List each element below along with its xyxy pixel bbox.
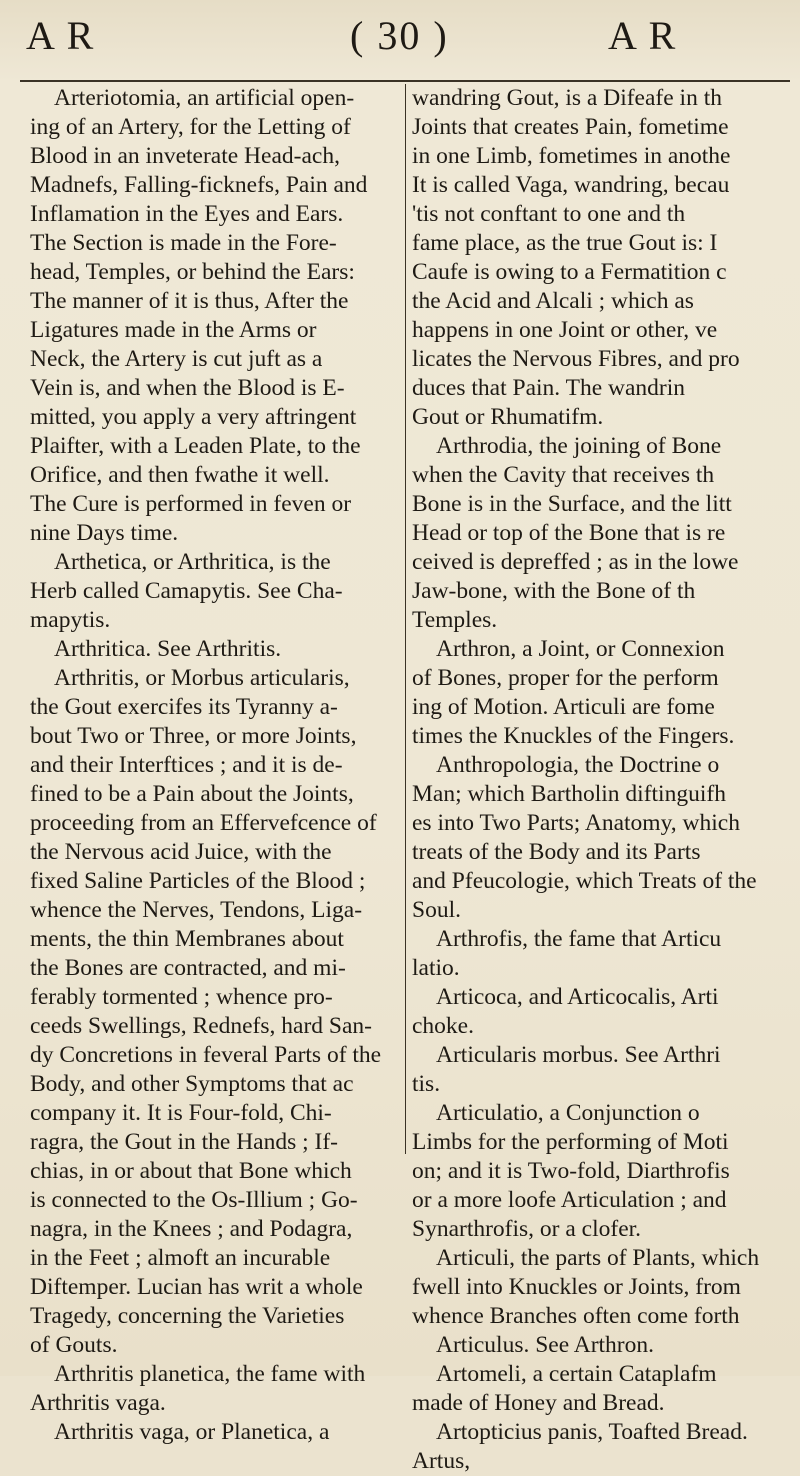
text-line: Arthetica, or Arthritica, is the — [54, 549, 331, 575]
text-line: Temples. — [412, 607, 498, 633]
text-line: whence Branches often come forth — [412, 1303, 740, 1329]
text-line: of Gouts. — [30, 1332, 118, 1358]
text-line: Gout or Rhumatifm. — [412, 404, 604, 430]
text-line: wandring Gout, is a Difeafe in th — [412, 85, 722, 111]
text-line: and their Interftices ; and it is de- — [30, 752, 343, 778]
text-line: Arthritis vaga. — [30, 1390, 166, 1416]
text-line: Herb called Camapytis. See Cha- — [30, 578, 343, 604]
text-line: Body, and other Symptoms that ac — [30, 1071, 354, 1097]
text-line: It is called Vaga, wandring, becau — [412, 172, 730, 198]
text-line: licates the Nervous Fibres, and pro — [412, 346, 740, 372]
text-line: Artus, — [412, 1448, 471, 1474]
text-line: ing of Motion. Articuli are fome — [412, 694, 715, 720]
text-line: The manner of it is thus, After the — [30, 288, 349, 314]
text-line: Bone is in the Surface, and the litt — [412, 491, 732, 517]
column-divider — [405, 84, 406, 1154]
text-line: choke. — [412, 1013, 474, 1039]
text-line: Soul. — [412, 897, 461, 923]
text-line: made of Honey and Bread. — [412, 1390, 665, 1416]
text-line: Vein is, and when the Blood is E- — [30, 375, 345, 401]
text-line: es into Two Parts; Anatomy, which — [412, 810, 740, 836]
text-line: The Cure is performed in feven or — [30, 491, 352, 517]
text-line: ceeds Swellings, Rednefs, hard San- — [30, 1013, 372, 1039]
text-line: Plaifter, with a Leaden Plate, to the — [30, 433, 361, 459]
text-line: Blood in an inveterate Head-ach, — [30, 143, 340, 169]
text-line: head, Temples, or behind the Ears: — [30, 259, 355, 285]
text-line: of Bones, proper for the perform — [412, 665, 719, 691]
text-line: dy Concretions in feveral Parts of the — [30, 1042, 382, 1068]
text-line: Caufe is owing to a Fermatition c — [412, 259, 727, 285]
text-line: treats of the Body and its Parts — [412, 839, 701, 865]
text-line: Inflamation in the Eyes and Ears. — [30, 201, 344, 227]
text-line: Arthritis vaga, or Planetica, a — [54, 1419, 330, 1445]
text-line: fixed Saline Particles of the Blood ; — [30, 868, 366, 894]
text-line: bout Two or Three, or more Joints, — [30, 723, 357, 749]
text-line: Orifice, and then fwathe it well. — [30, 462, 330, 488]
text-line: fined to be a Pain about the Joints, — [30, 781, 354, 807]
text-line: Diftemper. Lucian has writ a whole — [30, 1274, 363, 1300]
text-line: or a more loofe Articulation ; and — [412, 1187, 727, 1213]
text-line: is connected to the Os-Illium ; Go- — [30, 1187, 358, 1213]
text-line: nagra, in the Knees ; and Podagra, — [30, 1216, 353, 1242]
text-line: the Bones are contracted, and mi- — [30, 955, 346, 981]
text-line: Arthritica. See Arthritis. — [54, 636, 282, 662]
header-right-letters: A R — [608, 13, 678, 58]
text-line: The Section is made in the Fore- — [30, 230, 337, 256]
text-line: Limbs for the performing of Moti — [412, 1129, 729, 1155]
text-line: when the Cavity that receives th — [412, 462, 715, 488]
text-line: latio. — [412, 955, 460, 981]
text-line: happens in one Joint or other, ve — [412, 317, 718, 343]
text-line: company it. It is Four-fold, Chi- — [30, 1100, 332, 1126]
text-line: the Nervous acid Juice, with the — [30, 839, 332, 865]
text-line: Arthritis planetica, the fame with — [54, 1361, 366, 1387]
text-line: ceived is depreffed ; as in the lowe — [412, 549, 739, 575]
text-line: Man; which Bartholin diftinguifh — [412, 781, 726, 807]
text-line: times the Knuckles of the Fingers. — [412, 723, 735, 749]
text-line: and Pfeucologie, which Treats of the — [412, 868, 757, 894]
text-line: Arthrofis, the fame that Articu — [436, 926, 722, 952]
text-line: Anthropologia, the Doctrine o — [436, 752, 720, 778]
text-line: nine Days time. — [30, 520, 179, 546]
text-line: Arthrodia, the joining of Bone — [436, 433, 722, 459]
left-column — [30, 84, 402, 1447]
text-line: 'tis not conftant to one and th — [412, 201, 686, 227]
text-line: fame place, as the true Gout is: I — [412, 230, 718, 256]
text-line: Ligatures made in the Arms or — [30, 317, 317, 343]
header-left-letters: A R — [26, 13, 96, 58]
text-line: Articoca, and Articocalis, Arti — [436, 984, 719, 1010]
text-line: in one Limb, fometimes in anothe — [412, 143, 731, 169]
text-line: in the Feet ; almoft an incurable — [30, 1245, 331, 1271]
text-line: Jaw-bone, with the Bone of th — [412, 578, 696, 604]
text-line: Head or top of the Bone that is re — [412, 520, 726, 546]
text-line: ments, the thin Membranes about — [30, 926, 344, 952]
text-line: mitted, you apply a very aftringent — [30, 404, 357, 430]
right-column — [412, 84, 800, 1476]
text-line: Articulatio, a Conjunction o — [436, 1100, 700, 1126]
text-line: duces that Pain. The wandrin — [412, 375, 686, 401]
text-line: mapytis. — [30, 607, 111, 633]
text-line: ragra, the Gout in the Hands ; If- — [30, 1129, 339, 1155]
text-line: tis. — [412, 1071, 441, 1097]
text-line: Articulus. See Arthron. — [436, 1332, 654, 1358]
text-line: Articularis morbus. See Arthri — [436, 1042, 721, 1068]
text-line: Articuli, the parts of Plants, which — [436, 1245, 760, 1271]
text-line: Synarthrofis, or a clofer. — [412, 1216, 642, 1242]
text-line: Arteriotomia, an artificial open- — [54, 85, 355, 111]
text-line: the Gout exercifes its Tyranny a- — [30, 694, 338, 720]
text-line: Artomeli, a certain Cataplafm — [436, 1361, 717, 1387]
page-number: ( 30 ) — [350, 13, 449, 58]
text-line: Neck, the Artery is cut juft as a — [30, 346, 323, 372]
text-line: chias, in or about that Bone which — [30, 1158, 352, 1184]
text-line: the Acid and Alcali ; which as — [412, 288, 694, 314]
running-header — [0, 12, 800, 68]
text-line: Artopticius panis, Toafted Bread. — [436, 1419, 748, 1445]
text-line: Arthron, a Joint, or Connexion — [436, 636, 725, 662]
text-line: on; and it is Two-fold, Diarthrofis — [412, 1158, 730, 1184]
text-line: Arthritis, or Morbus articularis, — [54, 665, 350, 691]
text-line: fwell into Knuckles or Joints, from — [412, 1274, 741, 1300]
text-line: Madnefs, Falling-ficknefs, Pain and — [30, 172, 368, 198]
header-rule — [20, 80, 790, 82]
text-line: ferably tormented ; whence pro- — [30, 984, 333, 1010]
text-line: ing of an Artery, for the Letting of — [30, 114, 351, 140]
text-line: whence the Nerves, Tendons, Liga- — [30, 897, 363, 923]
text-line: Tragedy, concerning the Varieties — [30, 1303, 345, 1329]
text-line: proceeding from an Effervefcence of — [30, 810, 377, 836]
text-line: Joints that creates Pain, fometime — [412, 114, 729, 140]
